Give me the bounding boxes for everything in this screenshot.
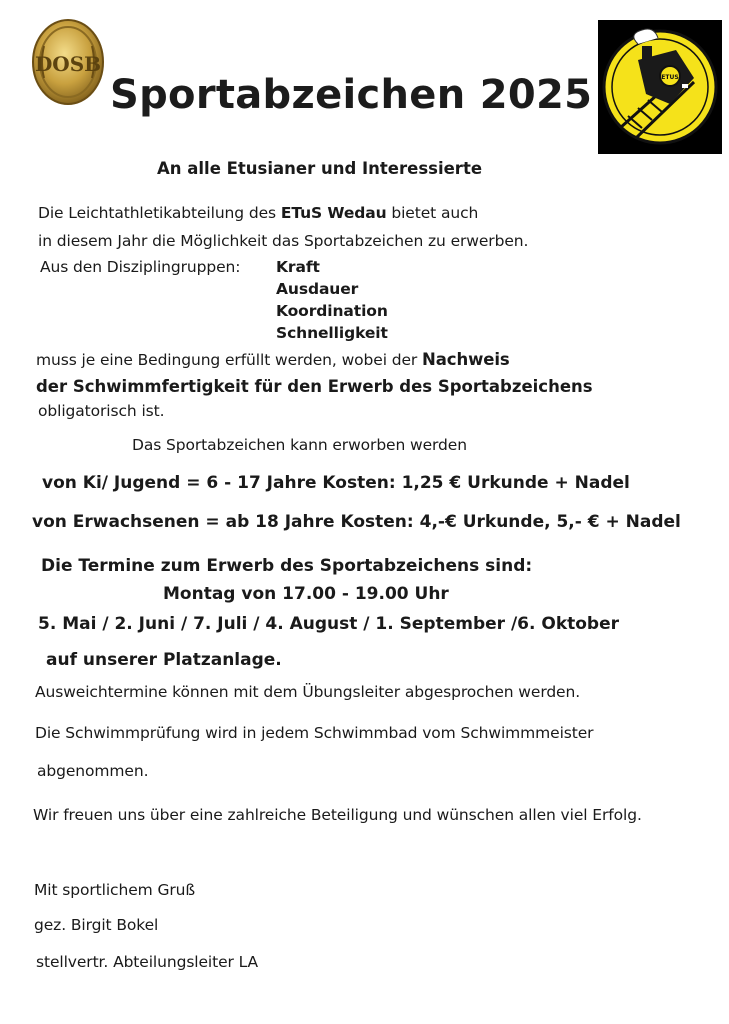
etus-logo — [598, 20, 722, 154]
group-item: Koordination — [276, 302, 388, 320]
costs-lead: Das Sportabzeichen kann erworben werden — [132, 436, 467, 454]
dates-place: auf unserer Platzanlage. — [46, 650, 282, 670]
costs-youth: von Ki/ Jugend = 6 - 17 Jahre Kosten: 1,25 € Urkunde + Nadel — [42, 473, 630, 493]
intro-heading: An alle Etusianer und Interessierte — [157, 159, 483, 178]
dosb-logo — [30, 16, 106, 108]
dates-time: Montag von 17.00 - 19.00 Uhr — [163, 584, 449, 604]
train-emblem-icon — [598, 20, 722, 154]
svg-text:ETUS: ETUS — [661, 74, 679, 81]
alt-dates-note: Ausweichtermine können mit dem Übungsleiter abgesprochen werden. — [35, 683, 581, 701]
dates-heading: Die Termine zum Erwerb des Sportabzeichens sind: — [41, 556, 533, 576]
condition-bold: Nachweis — [422, 350, 510, 369]
thanks-note: Wir freuen uns über eine zahlreiche Beteiligung und wünschen allen viel Erfolg. — [33, 806, 642, 824]
condition-text: muss je eine Bedingung erfüllt werden, wobei der — [36, 351, 423, 369]
condition-line-1 — [36, 350, 510, 369]
groups-label: Aus den Disziplingruppen: — [40, 258, 241, 276]
signature-role: stellvertr. Abteilungsleiter LA — [36, 953, 259, 971]
intro-line-1 — [38, 204, 478, 222]
page-title: Sportabzeichen 2025 — [110, 72, 593, 118]
group-item: Ausdauer — [276, 280, 359, 298]
group-item: Schnelligkeit — [276, 324, 388, 342]
dosb-medal-icon — [30, 16, 106, 108]
group-item: Kraft — [276, 258, 320, 276]
swim-note-2: abgenommen. — [37, 762, 149, 780]
svg-text:DOSB: DOSB — [34, 52, 102, 76]
intro-text: bietet auch — [386, 204, 479, 222]
intro-text: Die Leichtathletikabteilung des — [38, 204, 281, 222]
club-name: ETuS Wedau — [280, 204, 387, 222]
swim-note-1: Die Schwimmprüfung wird in jedem Schwimmbad vom Schwimmmeister — [35, 724, 594, 742]
dates-list: 5. Mai / 2. Juni / 7. Juli / 4. August / 1. September /6. Oktober — [38, 614, 620, 634]
signature-name: gez. Birgit Bokel — [34, 916, 159, 934]
costs-adults: von Erwachsenen = ab 18 Jahre Kosten: 4,-€ Urkunde, 5,- € + Nadel — [32, 512, 681, 532]
condition-line-3: obligatorisch ist. — [38, 402, 165, 420]
condition-line-2: der Schwimmfertigkeit für den Erwerb des Sportabzeichens — [36, 377, 593, 396]
intro-line-2: in diesem Jahr die Möglichkeit das Sportabzeichen zu erwerben. — [38, 232, 529, 250]
signature-greeting: Mit sportlichem Gruß — [34, 881, 196, 899]
